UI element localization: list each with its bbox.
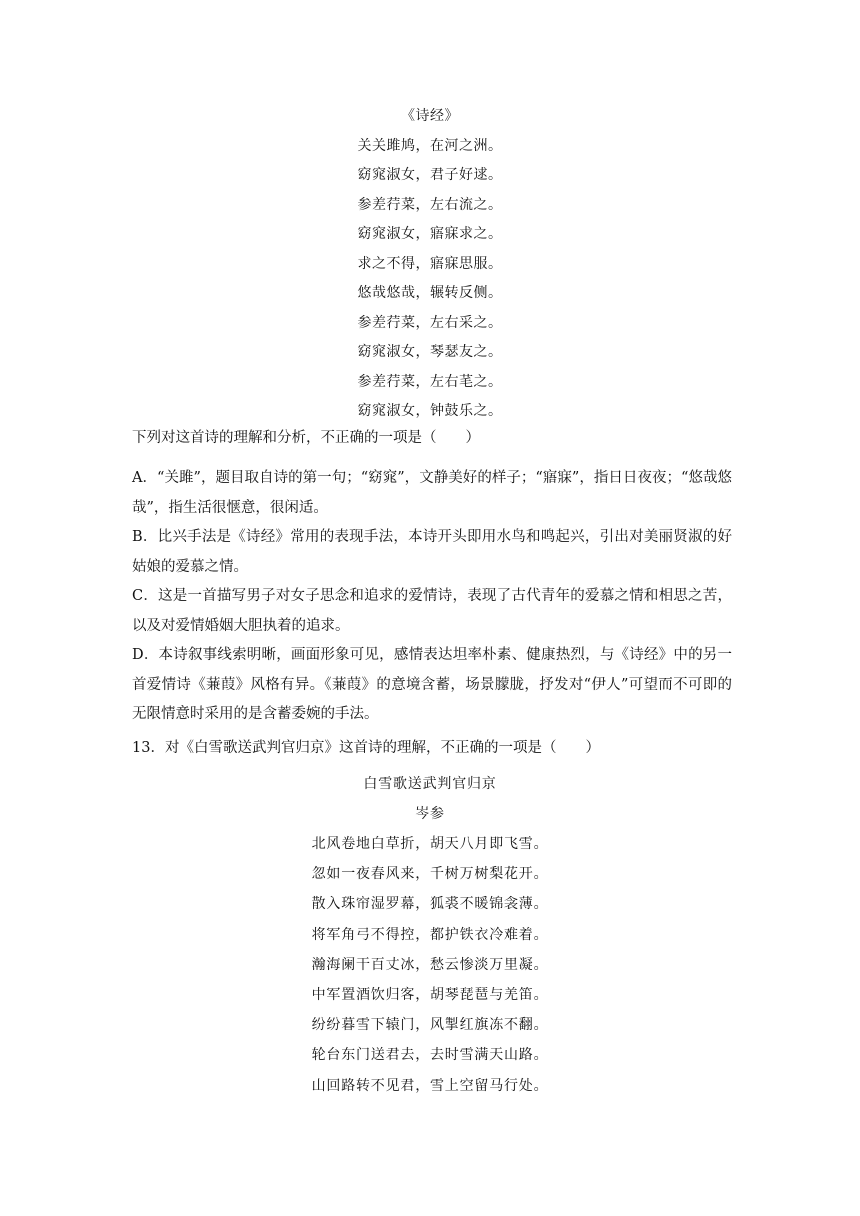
poem-line: 北风卷地白草折，胡天八月即飞雪。 (311, 836, 549, 852)
option-b: B．比兴手法是《诗经》常用的表现手法，本诗开头即用水鸟和鸣起兴，引出对美丽贤淑的好姑娘的爱慕之情。 (132, 529, 732, 575)
poem-baixuege (0, 829, 860, 1101)
poem-line: 关关雎鸠，在河之洲。 (357, 137, 503, 154)
poem-line: 轮台东门送君去，去时雪满天山路。 (311, 1047, 549, 1064)
poem-line: 参差荇菜，左右流之。 (357, 196, 503, 213)
option-c: C．这是一首描写男子对女子思念和追求的爱情诗，表现了古代青年的爱慕之情和相思之苦，以及对爱情婚姻大胆执着的追求。 (132, 588, 732, 634)
poem-line: 窈窕淑女，琴瑟友之。 (357, 344, 503, 360)
answer-options (132, 464, 732, 730)
option-a: A．“关雎”，题目取自诗的第一句；“窈窕”，文静美好的样子；“寤寐”，指日日夜夜；“悠哉悠哉”，指生活很惬意，很闲适。 (132, 470, 732, 516)
poem-title: 《诗经》 (401, 108, 459, 124)
poem-line: 忽如一夜春风来，千树万树梨花开。 (311, 866, 549, 883)
poem-line: 窈窕淑女，钟鼓乐之。 (357, 403, 503, 419)
poem-baixuege-header (0, 770, 860, 829)
option-d: D．本诗叙事线索明晰，画面形象可见，感情表达坦率朴素、健康热烈，与《诗经》中的另一首爱情诗《蒹葭》风格有异。《蒹葭》的意境含蓄，场景朦胧，抒发对“伊人”可望而不可即的无限情意时采用的是含蓄委婉的手法。 (132, 647, 732, 722)
poem-line: 窈窕淑女，君子好逑。 (357, 167, 503, 183)
poem-line: 参差荇菜，左右采之。 (357, 314, 503, 331)
poem-line: 悠哉悠哉，辗转反侧。 (357, 285, 503, 301)
question-13-stem: 13．对《白雪歌送武判官归京》这首诗的理解，不正确的一项是（ ） (132, 740, 600, 756)
poem-line: 纷纷暮雪下辕门，风掣红旗冻不翻。 (311, 1017, 549, 1034)
poem-line: 散入珠帘湿罗幕，狐裘不暖锦衾薄。 (311, 896, 549, 913)
poem-guanju (0, 102, 860, 427)
poem-line: 瀚海阑干百丈冰，愁云惨淡万里凝。 (311, 956, 549, 973)
poem-line: 中军置酒饮归客，胡琴琵琶与羌笛。 (311, 986, 549, 1003)
poem-author: 岑参 (415, 805, 445, 822)
question-stem: 下列对这首诗的理解和分析，不正确的一项是（ ） (132, 430, 480, 446)
poem-line: 参差荇菜，左右芼之。 (357, 373, 503, 390)
poem-line: 求之不得，寤寐思服。 (357, 255, 503, 272)
poem-line: 山回路转不见君，雪上空留马行处。 (311, 1077, 549, 1094)
poem-line: 窈窕淑女，寤寐求之。 (357, 226, 503, 242)
poem-title: 白雪歌送武判官归京 (363, 776, 497, 792)
poem-line: 将军角弓不得控，都护铁衣冷难着。 (311, 926, 549, 943)
